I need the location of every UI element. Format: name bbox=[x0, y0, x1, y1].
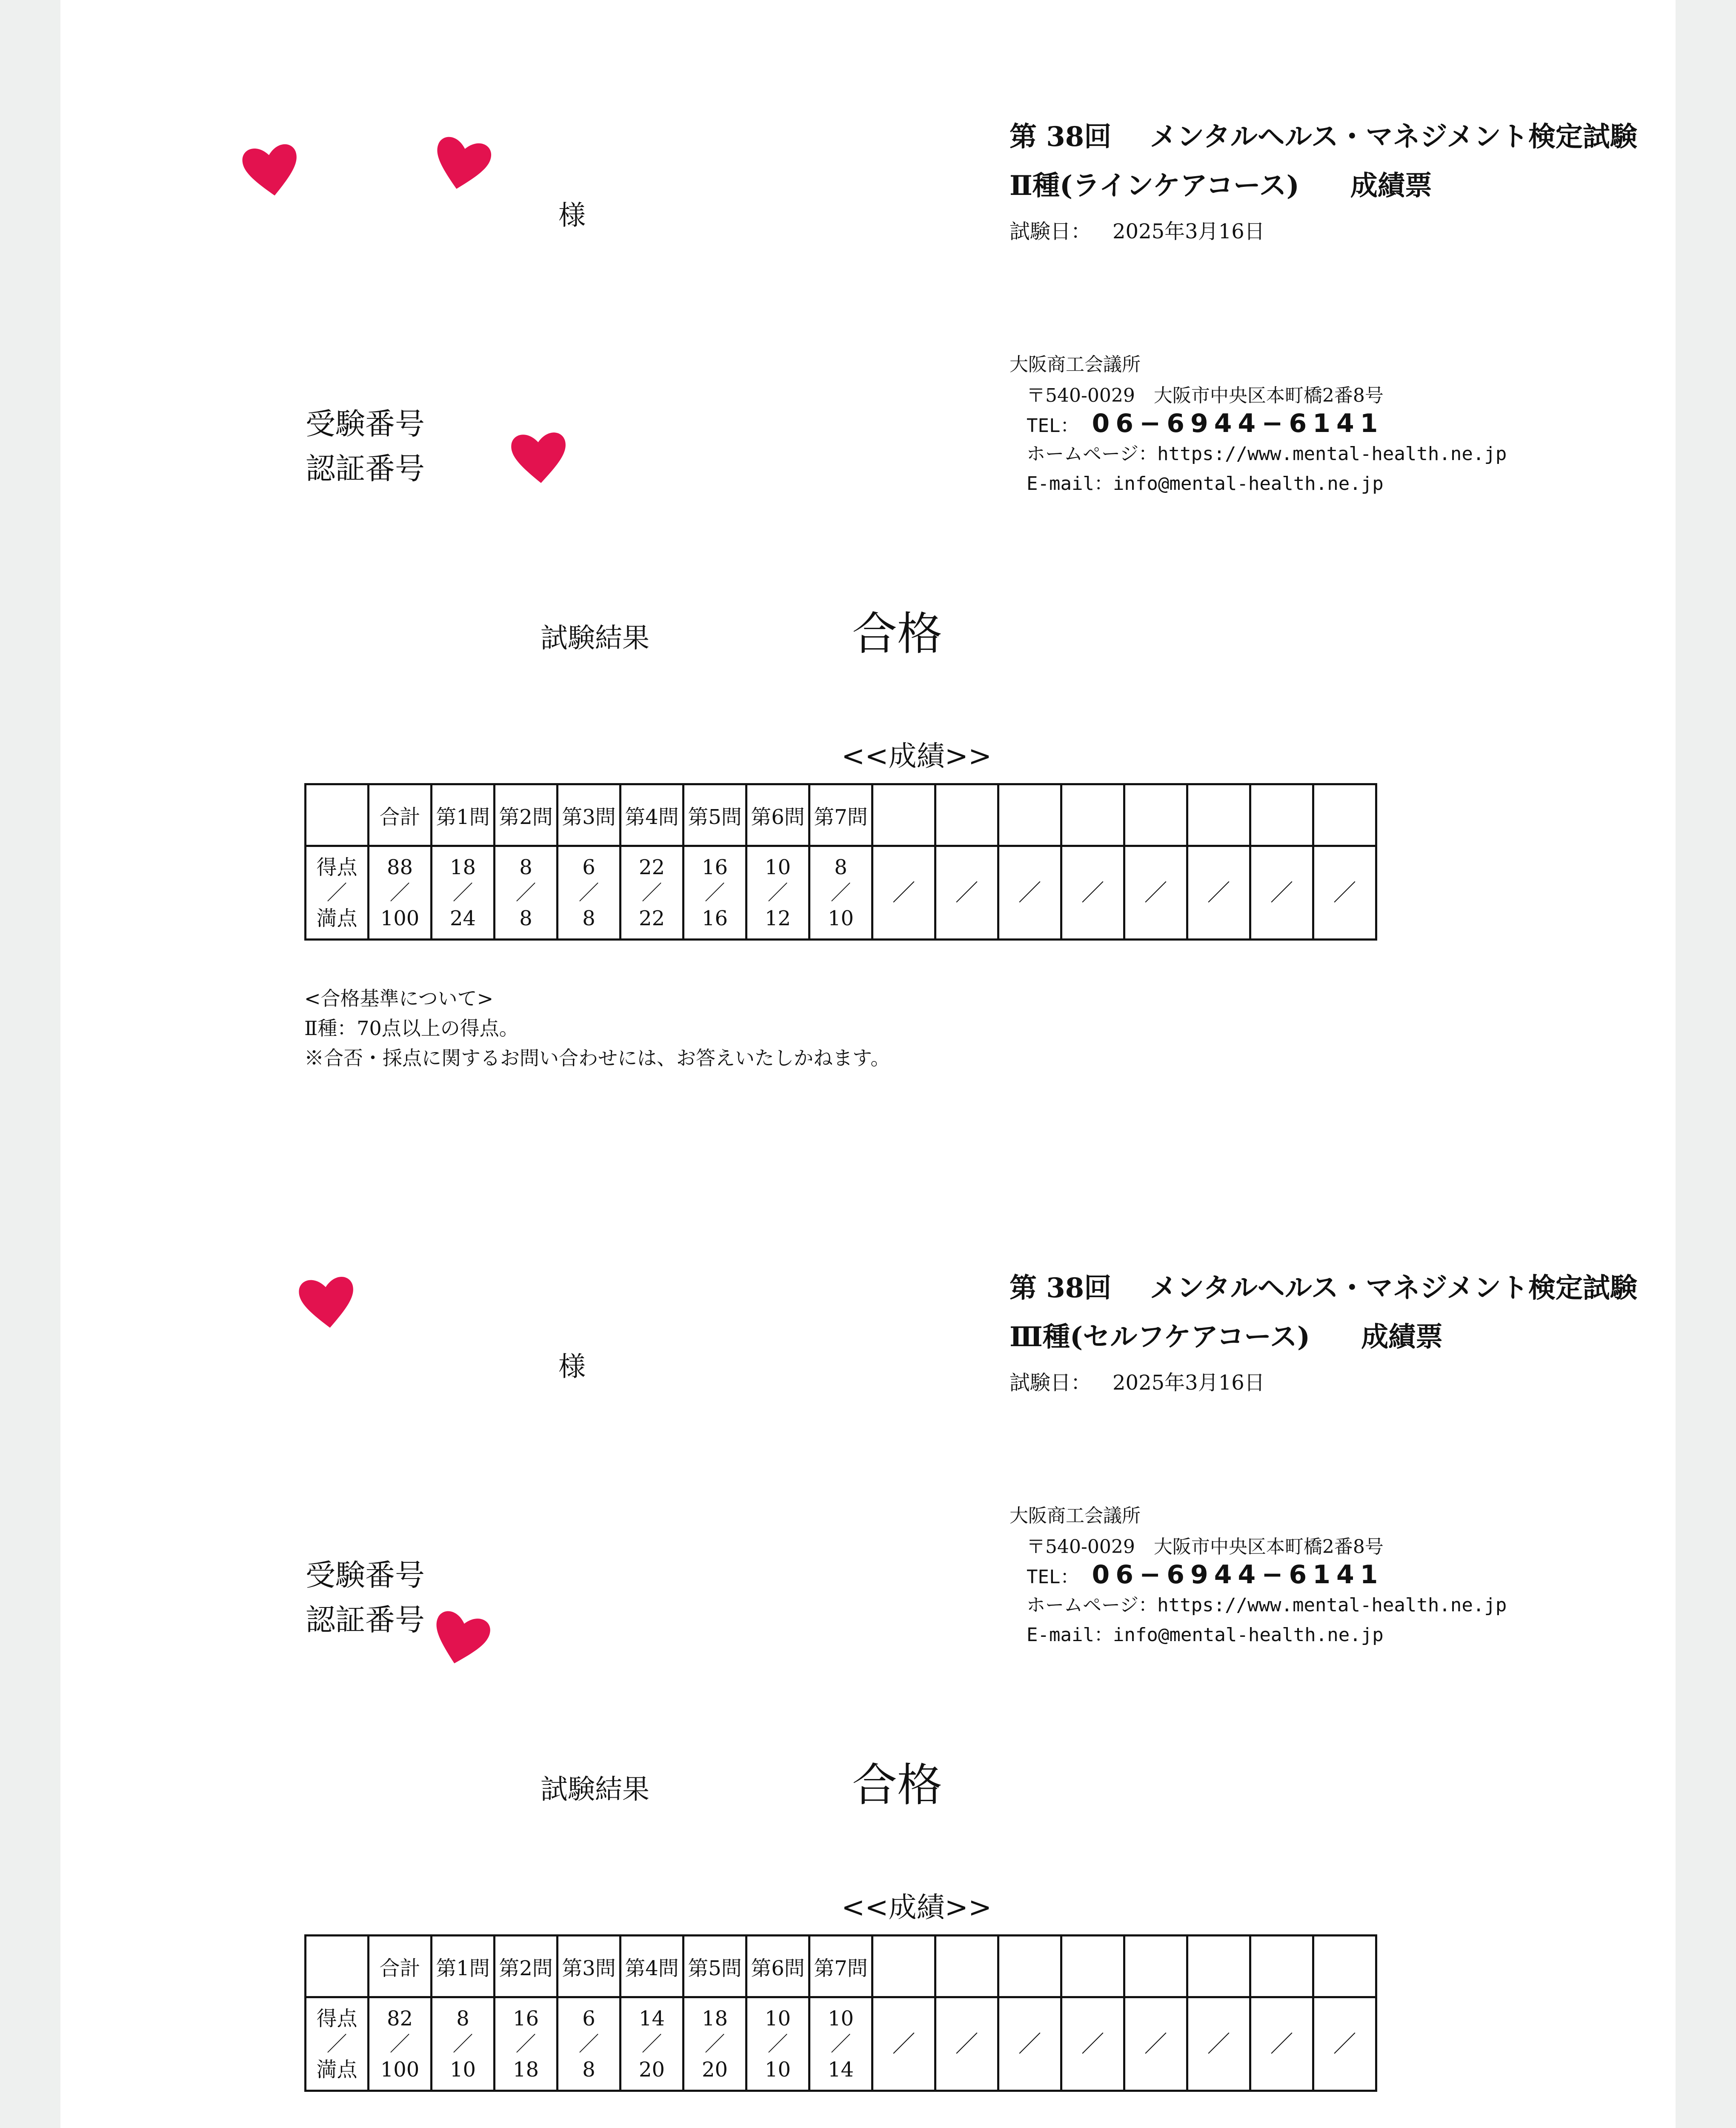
empty-column-header bbox=[1250, 1936, 1313, 1997]
score-cell bbox=[558, 1997, 621, 2091]
cert-number-label: 認証番号 bbox=[306, 451, 425, 486]
exam-round: 第 38回 bbox=[1010, 1272, 1112, 1304]
tel-label: TEL： bbox=[1027, 1566, 1079, 1588]
score-value: 16 bbox=[512, 2006, 539, 2031]
empty-score-cell: ／ bbox=[1187, 846, 1250, 940]
score-cell bbox=[495, 846, 558, 940]
score-table bbox=[304, 1934, 1377, 2092]
exam-name: メンタルヘルス・マネジメント検定試験 bbox=[1150, 1272, 1637, 1304]
column-header: 第6問 bbox=[746, 1936, 809, 1997]
exam-name: メンタルヘルス・マネジメント検定試験 bbox=[1150, 121, 1637, 153]
empty-score-cell: ／ bbox=[1250, 1997, 1313, 2091]
empty-score-cell: ／ bbox=[935, 1997, 998, 2091]
column-header: 第4問 bbox=[621, 1936, 684, 1997]
empty-score-cell: ／ bbox=[1313, 1997, 1376, 2091]
empty-score-cell: ／ bbox=[1124, 1997, 1187, 2091]
exam-round: 第 38回 bbox=[1010, 121, 1112, 153]
score-cell bbox=[809, 1997, 872, 2091]
score-value: 82 bbox=[386, 2006, 413, 2031]
max-score-value: 10 bbox=[449, 2057, 476, 2082]
empty-column-header bbox=[998, 1936, 1061, 1997]
exam-date-value: 2025年3月16日 bbox=[1113, 220, 1265, 243]
score-table bbox=[304, 783, 1377, 941]
score-value: 16 bbox=[701, 855, 728, 879]
column-header: 第2問 bbox=[495, 784, 558, 846]
column-header: 第1問 bbox=[432, 1936, 495, 1997]
tel-label: TEL： bbox=[1027, 415, 1079, 437]
empty-score-cell: ／ bbox=[1124, 846, 1187, 940]
max-score-value: 8 bbox=[519, 906, 532, 930]
score-cell bbox=[495, 1997, 558, 2091]
score-cell bbox=[621, 1997, 684, 2091]
score-cell bbox=[621, 846, 684, 940]
max-score-value: 20 bbox=[701, 2057, 728, 2082]
max-score-value: 100 bbox=[380, 2057, 420, 2082]
exam-date-value: 2025年3月16日 bbox=[1113, 1371, 1265, 1395]
max-score-value: 8 bbox=[582, 906, 595, 930]
max-score-value: 14 bbox=[827, 2057, 854, 2082]
row-label-cell bbox=[306, 846, 369, 940]
score-value: 18 bbox=[701, 2006, 728, 2031]
score-table-row bbox=[306, 1997, 1376, 2091]
organization-email: E-mail：info@mental-health.ne.jp bbox=[1027, 473, 1384, 495]
empty-score-cell: ／ bbox=[998, 1997, 1061, 2091]
score-cell bbox=[746, 846, 809, 940]
score-value: 88 bbox=[386, 855, 413, 879]
table-corner-cell bbox=[306, 1936, 369, 1997]
column-header: 第5問 bbox=[684, 1936, 746, 1997]
score-divider: ／ bbox=[452, 2032, 473, 2056]
score-cell bbox=[558, 846, 621, 940]
score-cell bbox=[746, 1997, 809, 2091]
empty-score-cell: ／ bbox=[872, 1997, 935, 2091]
score-cell bbox=[369, 1997, 432, 2091]
empty-column-header bbox=[872, 784, 935, 846]
score-divider: ／ bbox=[704, 2032, 725, 2056]
empty-column-header bbox=[1124, 1936, 1187, 1997]
empty-column-header bbox=[1313, 784, 1376, 846]
tel-number: 06−6944−6141 bbox=[1092, 1560, 1384, 1590]
heart-sticker-icon bbox=[430, 132, 494, 196]
row-label-score: 得点 bbox=[316, 855, 357, 879]
organization-address: 〒540-0029 大阪市中央区本町橋2番8号 bbox=[1027, 1536, 1384, 1558]
criteria-text: Ⅱ種：70点以上の得点。 bbox=[304, 1017, 519, 1040]
empty-column-header bbox=[935, 1936, 998, 1997]
score-divider: ／ bbox=[578, 2032, 599, 2056]
empty-column-header bbox=[935, 784, 998, 846]
empty-column-header bbox=[872, 1936, 935, 1997]
exam-number-label: 受験番号 bbox=[306, 406, 425, 441]
row-label-max: 満点 bbox=[316, 2057, 357, 2082]
score-divider: ／ bbox=[389, 881, 410, 905]
score-heading: <<成績>> bbox=[841, 740, 992, 772]
column-header: 第1問 bbox=[432, 784, 495, 846]
empty-column-header bbox=[1187, 784, 1250, 846]
organization-address: 〒540-0029 大阪市中央区本町橋2番8号 bbox=[1027, 385, 1384, 406]
exam-course: Ⅱ種(ラインケアコース) bbox=[1010, 170, 1299, 202]
score-divider: ／ bbox=[641, 2032, 662, 2056]
exam-course-title bbox=[1010, 1315, 1443, 1354]
exam-number-label: 受験番号 bbox=[306, 1558, 425, 1593]
exam-date bbox=[1010, 1366, 1265, 1396]
table-corner-cell bbox=[306, 784, 369, 846]
score-cell bbox=[432, 846, 495, 940]
empty-score-cell: ／ bbox=[935, 846, 998, 940]
score-table-header-row bbox=[306, 1936, 1376, 1997]
score-table-row bbox=[306, 846, 1376, 940]
score-report-sheet-2 bbox=[60, 1151, 1676, 2128]
score-divider: ／ bbox=[641, 881, 662, 905]
exam-date-label: 試験日： bbox=[1010, 220, 1092, 243]
empty-score-cell: ／ bbox=[1313, 846, 1376, 940]
column-header: 第5問 bbox=[684, 784, 746, 846]
max-score-value: 10 bbox=[827, 906, 854, 930]
column-header: 合計 bbox=[369, 784, 432, 846]
score-value: 6 bbox=[582, 2006, 595, 2031]
max-score-value: 10 bbox=[764, 2057, 791, 2082]
empty-column-header bbox=[1187, 1936, 1250, 1997]
score-report-sheet-1 bbox=[60, 0, 1676, 1151]
max-score-value: 24 bbox=[449, 906, 476, 930]
result-value: 合格 bbox=[852, 1759, 942, 1811]
column-header: 第2問 bbox=[495, 1936, 558, 1997]
score-value: 6 bbox=[582, 855, 595, 879]
score-divider: ／ bbox=[578, 881, 599, 905]
empty-column-header bbox=[1061, 784, 1124, 846]
organization-name: 大阪商工会議所 bbox=[1010, 354, 1141, 375]
exam-course: Ⅲ種(セルフケアコース) bbox=[1010, 1321, 1310, 1353]
max-score-value: 8 bbox=[582, 2057, 595, 2082]
exam-title bbox=[1010, 1266, 1637, 1305]
criteria-heading: <合格基準について> bbox=[304, 987, 494, 1010]
score-cell bbox=[432, 1997, 495, 2091]
empty-column-header bbox=[1061, 1936, 1124, 1997]
column-header: 合計 bbox=[369, 1936, 432, 1997]
column-header: 第4問 bbox=[621, 784, 684, 846]
organization-phone bbox=[1027, 1560, 1384, 1590]
score-value: 8 bbox=[519, 855, 532, 879]
score-divider: ／ bbox=[767, 2032, 788, 2056]
organization-phone bbox=[1027, 409, 1384, 438]
empty-column-header bbox=[998, 784, 1061, 846]
score-value: 22 bbox=[638, 855, 665, 879]
empty-score-cell: ／ bbox=[1061, 846, 1124, 940]
score-heading: <<成績>> bbox=[841, 1891, 992, 1924]
column-header: 第3問 bbox=[558, 1936, 621, 1997]
row-label-divider: ／ bbox=[326, 2032, 347, 2056]
organization-homepage: ホームページ：https://www.mental-health.ne.jp bbox=[1027, 1594, 1507, 1616]
score-divider: ／ bbox=[452, 881, 473, 905]
empty-column-header bbox=[1313, 1936, 1376, 1997]
report-label: 成績票 bbox=[1350, 170, 1432, 202]
column-header: 第3問 bbox=[558, 784, 621, 846]
cert-number-label: 認証番号 bbox=[306, 1602, 425, 1637]
score-cell bbox=[684, 846, 746, 940]
row-label-max: 満点 bbox=[316, 906, 357, 930]
organization-name: 大阪商工会議所 bbox=[1010, 1505, 1141, 1527]
tel-number: 06−6944−6141 bbox=[1092, 409, 1384, 438]
column-header: 第6問 bbox=[746, 784, 809, 846]
score-value: 8 bbox=[834, 855, 847, 879]
row-label-score: 得点 bbox=[316, 2006, 357, 2031]
criteria-notice: ※合否・採点に関するお問い合わせには、お答えいたしかねます。 bbox=[304, 1047, 890, 1070]
score-divider: ／ bbox=[515, 2032, 536, 2056]
column-header: 第7問 bbox=[809, 1936, 872, 1997]
max-score-value: 18 bbox=[512, 2057, 539, 2082]
heart-sticker-icon bbox=[507, 426, 571, 489]
empty-column-header bbox=[1250, 784, 1313, 846]
score-value: 14 bbox=[638, 2006, 665, 2031]
document-page bbox=[60, 0, 1676, 2128]
score-divider: ／ bbox=[515, 881, 536, 905]
score-table-header-row bbox=[306, 784, 1376, 846]
empty-score-cell: ／ bbox=[872, 846, 935, 940]
organization-homepage: ホームページ：https://www.mental-health.ne.jp bbox=[1027, 443, 1507, 465]
empty-column-header bbox=[1124, 784, 1187, 846]
recipient-salutation: 様 bbox=[558, 200, 586, 232]
heart-sticker-icon bbox=[429, 1607, 492, 1670]
max-score-value: 16 bbox=[701, 906, 728, 930]
score-value: 10 bbox=[764, 855, 791, 879]
report-label: 成績票 bbox=[1361, 1321, 1443, 1353]
result-value: 合格 bbox=[852, 608, 942, 660]
max-score-value: 12 bbox=[764, 906, 791, 930]
recipient-salutation: 様 bbox=[558, 1351, 586, 1383]
heart-sticker-icon bbox=[239, 138, 303, 202]
score-value: 10 bbox=[764, 2006, 791, 2031]
score-cell bbox=[809, 846, 872, 940]
max-score-value: 100 bbox=[380, 906, 420, 930]
heart-sticker-icon bbox=[295, 1270, 359, 1334]
column-header: 第7問 bbox=[809, 784, 872, 846]
score-divider: ／ bbox=[704, 881, 725, 905]
score-value: 10 bbox=[827, 2006, 854, 2031]
score-divider: ／ bbox=[830, 2032, 851, 2056]
score-value: 18 bbox=[449, 855, 476, 879]
exam-date bbox=[1010, 215, 1265, 244]
empty-score-cell: ／ bbox=[998, 846, 1061, 940]
max-score-value: 22 bbox=[638, 906, 665, 930]
score-value: 8 bbox=[456, 2006, 469, 2031]
row-label-cell bbox=[306, 1997, 369, 2091]
score-divider: ／ bbox=[830, 881, 851, 905]
max-score-value: 20 bbox=[638, 2057, 665, 2082]
organization-email: E-mail：info@mental-health.ne.jp bbox=[1027, 1624, 1384, 1646]
result-label: 試験結果 bbox=[541, 1774, 649, 1805]
score-divider: ／ bbox=[767, 881, 788, 905]
row-label-divider: ／ bbox=[326, 881, 347, 905]
empty-score-cell: ／ bbox=[1250, 846, 1313, 940]
exam-title bbox=[1010, 115, 1637, 154]
empty-score-cell: ／ bbox=[1061, 1997, 1124, 2091]
empty-score-cell: ／ bbox=[1187, 1997, 1250, 2091]
result-label: 試験結果 bbox=[541, 623, 649, 654]
score-divider: ／ bbox=[389, 2032, 410, 2056]
exam-date-label: 試験日： bbox=[1010, 1371, 1092, 1395]
exam-course-title bbox=[1010, 164, 1432, 203]
score-cell bbox=[369, 846, 432, 940]
score-cell bbox=[684, 1997, 746, 2091]
